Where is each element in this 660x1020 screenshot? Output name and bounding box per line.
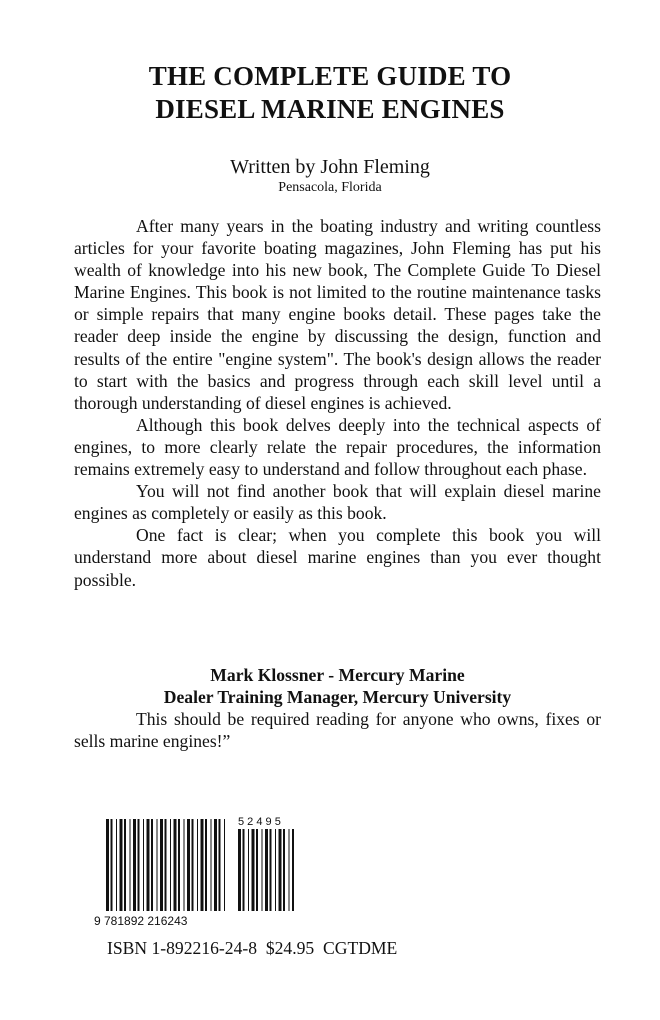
barcode-bar bbox=[170, 819, 171, 911]
book-code: CGTDME bbox=[323, 938, 398, 958]
ean-digits: 9 781892 216243 bbox=[94, 914, 188, 928]
barcode-bar bbox=[174, 819, 177, 911]
author-location: Pensacola, Florida bbox=[278, 180, 382, 195]
barcode-bar bbox=[184, 819, 185, 911]
endorser-role: Dealer Training Manager, Mercury University bbox=[163, 687, 512, 707]
barcode-bar bbox=[165, 819, 167, 911]
barcode-bar bbox=[130, 819, 131, 911]
endorsement-attribution bbox=[74, 664, 601, 708]
barcode-bar bbox=[248, 829, 249, 911]
barcode-bar bbox=[160, 819, 163, 911]
paragraph-1: After many years in the boating industry and writing countless articles for your favorite boating magazines, John Fleming has put his wealth of knowledge into his new book, The Complete Guide To Diesel Marine Engines. This book is not limited to the routine maintenance tasks or simple repairs that many engine books detail. These pages take the reader deep inside the engine by discussing the design, function and results of the entire "engine system". The book's design allows the reader to start with the basics and progress through each skill level until a thorough understanding of diesel engines is achieved. bbox=[74, 216, 601, 413]
isbn-price-line bbox=[107, 937, 397, 959]
barcode-bar bbox=[256, 829, 258, 911]
barcode-bar bbox=[262, 829, 263, 911]
endorsement-quote-text: This should be required reading for anyone who owns, fixes or sells marine engines!” bbox=[74, 709, 601, 751]
price-addon-bars bbox=[238, 829, 294, 911]
paragraph-2: Although this book delves deeply into the technical aspects of engines, to more clearly relate the repair procedures, the information remains extremely easy to understand and follow throughout each phase. bbox=[74, 414, 601, 480]
barcode-bar bbox=[205, 819, 207, 911]
barcode-bar bbox=[252, 829, 255, 911]
barcode-bar bbox=[214, 819, 217, 911]
barcode-bar bbox=[120, 819, 123, 911]
barcode-bar bbox=[178, 819, 180, 911]
isbn-barcode bbox=[92, 817, 307, 929]
book-title bbox=[0, 60, 660, 126]
barcode-bar bbox=[211, 819, 212, 911]
barcode-bar bbox=[275, 829, 276, 911]
ean-bars bbox=[106, 819, 225, 911]
barcode-bar bbox=[133, 819, 136, 911]
title-line-2: DIESEL MARINE ENGINES bbox=[155, 94, 505, 124]
price-addon-digits: 5 2 4 9 5 bbox=[238, 817, 281, 828]
barcode-bar bbox=[289, 829, 290, 911]
barcode-bar bbox=[201, 819, 204, 911]
barcode-bar bbox=[224, 819, 225, 911]
isbn-number: ISBN 1-892216-24-8 bbox=[107, 938, 258, 958]
barcode-bar bbox=[270, 829, 272, 911]
barcode-bar bbox=[238, 829, 241, 911]
barcode-bar bbox=[157, 819, 158, 911]
author-byline: Written by John Fleming bbox=[230, 156, 430, 178]
book-price: $24.95 bbox=[265, 938, 315, 958]
barcode-bar bbox=[124, 819, 126, 911]
barcode-bar bbox=[147, 819, 150, 911]
barcode-bar bbox=[116, 819, 117, 911]
barcode-bar bbox=[106, 819, 109, 911]
barcode-bar bbox=[138, 819, 140, 911]
barcode-bar bbox=[197, 819, 198, 911]
endorsement-quote bbox=[74, 708, 601, 752]
barcode-bar bbox=[111, 819, 113, 911]
paragraph-4: One fact is clear; when you complete this book you will understand more about diesel marine engines than you ever thought possible. bbox=[74, 525, 601, 590]
barcode-bar bbox=[292, 829, 294, 911]
barcode-bar bbox=[192, 819, 194, 911]
barcode-bar bbox=[243, 829, 245, 911]
paragraph-3: You will not find another book that will explain diesel marine engines as completely or easily as this book. bbox=[74, 481, 601, 524]
barcode-bar bbox=[279, 829, 282, 911]
barcode-bar bbox=[265, 829, 268, 911]
barcode-bar bbox=[219, 819, 221, 911]
title-line-1: THE COMPLETE GUIDE TO bbox=[148, 61, 512, 91]
endorser-name: Mark Klossner - Mercury Marine bbox=[210, 665, 465, 685]
barcode-bar bbox=[283, 829, 285, 911]
barcode-bar bbox=[151, 819, 153, 911]
barcode-bar bbox=[143, 819, 144, 911]
description-body bbox=[74, 215, 601, 591]
barcode-bar bbox=[187, 819, 190, 911]
